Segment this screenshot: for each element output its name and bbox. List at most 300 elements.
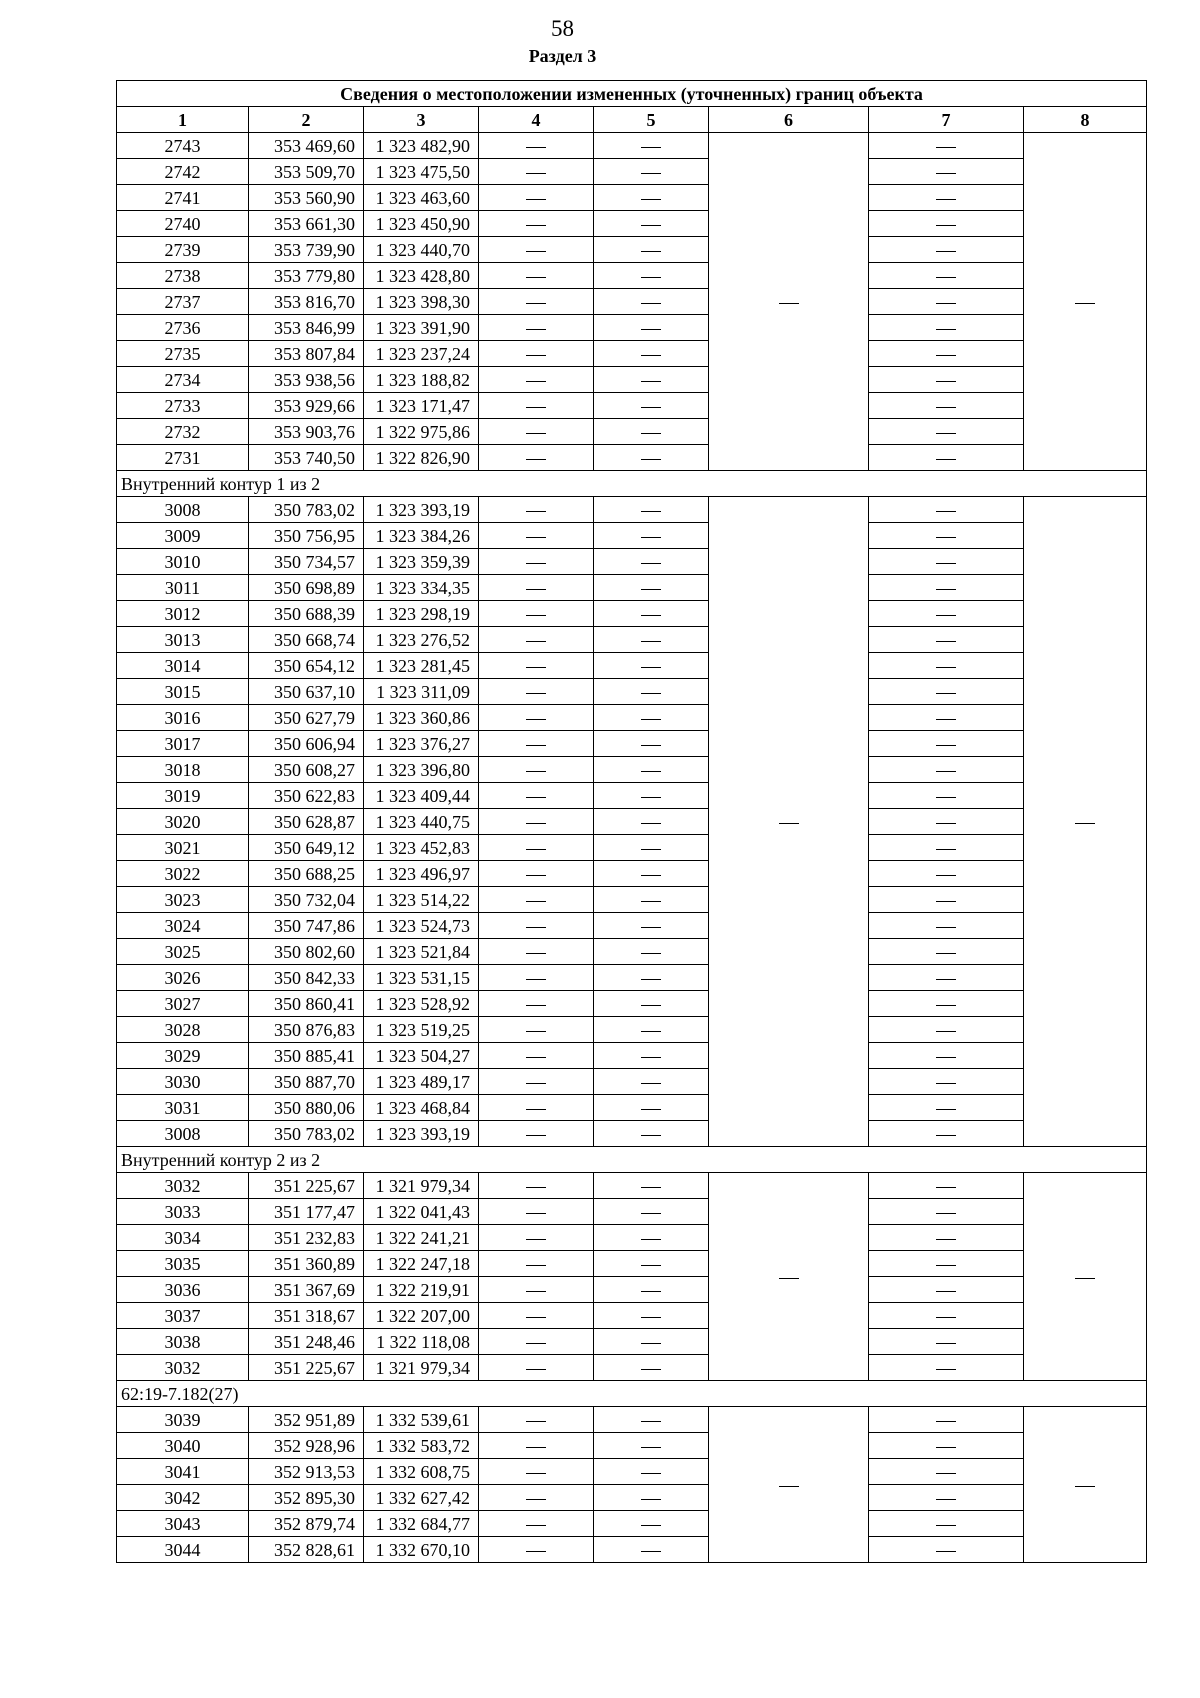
coord-y: 1 321 979,34 [364, 1173, 479, 1199]
table-row [117, 159, 1147, 185]
point-number: 3012 [117, 601, 249, 627]
table-row [117, 185, 1147, 211]
dash-mark [526, 1447, 546, 1448]
dash-mark [526, 1213, 546, 1214]
col7-dash [869, 263, 1024, 289]
table-row [117, 705, 1147, 731]
col5-dash [594, 679, 709, 705]
col5-dash [594, 1355, 709, 1381]
coord-x: 350 698,89 [249, 575, 364, 601]
col4-dash [479, 289, 594, 315]
coord-x: 350 842,33 [249, 965, 364, 991]
dash-mark [779, 823, 799, 824]
coord-y: 1 323 188,82 [364, 367, 479, 393]
coord-x: 350 627,79 [249, 705, 364, 731]
coord-y: 1 332 583,72 [364, 1433, 479, 1459]
col7-dash [869, 367, 1024, 393]
table-row [117, 575, 1147, 601]
col5-dash [594, 185, 709, 211]
table-row [117, 237, 1147, 263]
coord-y: 1 323 428,80 [364, 263, 479, 289]
col7-dash [869, 1329, 1024, 1355]
point-number: 3008 [117, 497, 249, 523]
point-number: 3028 [117, 1017, 249, 1043]
table-row [117, 861, 1147, 887]
coord-y: 1 323 396,80 [364, 757, 479, 783]
coord-y: 1 323 496,97 [364, 861, 479, 887]
col5-dash [594, 367, 709, 393]
coord-x: 350 783,02 [249, 497, 364, 523]
coord-x: 352 951,89 [249, 1407, 364, 1433]
point-number: 2737 [117, 289, 249, 315]
coord-y: 1 323 482,90 [364, 133, 479, 159]
dash-mark [641, 875, 661, 876]
col5-dash [594, 237, 709, 263]
point-number: 3032 [117, 1355, 249, 1381]
point-number: 2735 [117, 341, 249, 367]
dash-mark [936, 303, 956, 304]
coord-x: 353 469,60 [249, 133, 364, 159]
dash-mark [936, 225, 956, 226]
col5-dash [594, 653, 709, 679]
coord-x: 351 318,67 [249, 1303, 364, 1329]
table-row [117, 1225, 1147, 1251]
point-number: 3041 [117, 1459, 249, 1485]
dash-mark [641, 927, 661, 928]
col4-dash [479, 133, 594, 159]
dash-mark [526, 719, 546, 720]
col5-dash [594, 705, 709, 731]
dash-mark [526, 1317, 546, 1318]
dash-mark [526, 641, 546, 642]
point-number: 2739 [117, 237, 249, 263]
dash-mark [936, 1109, 956, 1110]
dash-mark [641, 823, 661, 824]
point-number: 3039 [117, 1407, 249, 1433]
col7-dash [869, 991, 1024, 1017]
point-number: 2742 [117, 159, 249, 185]
table-row [117, 1017, 1147, 1043]
col4-dash [479, 549, 594, 575]
dash-mark [526, 1421, 546, 1422]
col5-dash [594, 809, 709, 835]
col7-dash [869, 497, 1024, 523]
point-number: 2733 [117, 393, 249, 419]
coord-y: 1 323 376,27 [364, 731, 479, 757]
table-row [117, 315, 1147, 341]
col7-dash [869, 783, 1024, 809]
dash-mark [936, 1369, 956, 1370]
col4-dash [479, 731, 594, 757]
coord-x: 353 938,56 [249, 367, 364, 393]
col5-dash [594, 497, 709, 523]
col4-dash [479, 887, 594, 913]
coord-x: 350 885,41 [249, 1043, 364, 1069]
table-row [117, 653, 1147, 679]
col4-dash [479, 1277, 594, 1303]
dash-mark [641, 849, 661, 850]
dash-mark [526, 381, 546, 382]
dash-mark [936, 459, 956, 460]
coord-x: 350 747,86 [249, 913, 364, 939]
col4-dash [479, 185, 594, 211]
dash-mark [526, 1369, 546, 1370]
col7-dash [869, 1537, 1024, 1563]
point-number: 2740 [117, 211, 249, 237]
dash-mark [936, 719, 956, 720]
col7-dash [869, 315, 1024, 341]
dash-mark [526, 355, 546, 356]
dash-mark [936, 537, 956, 538]
table-row [117, 133, 1147, 159]
dash-mark [936, 615, 956, 616]
coord-y: 1 322 975,86 [364, 419, 479, 445]
dash-mark [936, 1265, 956, 1266]
col5-dash [594, 445, 709, 471]
col4-dash [479, 263, 594, 289]
coord-x: 352 879,74 [249, 1511, 364, 1537]
dash-mark [641, 1421, 661, 1422]
point-number: 3036 [117, 1277, 249, 1303]
col5-dash [594, 393, 709, 419]
dash-mark [526, 277, 546, 278]
col5-dash [594, 523, 709, 549]
coord-y: 1 323 519,25 [364, 1017, 479, 1043]
col4-dash [479, 757, 594, 783]
dash-mark [641, 641, 661, 642]
coord-x: 351 232,83 [249, 1225, 364, 1251]
coord-x: 350 887,70 [249, 1069, 364, 1095]
dash-mark [526, 563, 546, 564]
dash-mark [936, 329, 956, 330]
dash-mark [526, 1239, 546, 1240]
table-row [117, 991, 1147, 1017]
dash-mark [526, 303, 546, 304]
col5-dash [594, 1329, 709, 1355]
table-row [117, 523, 1147, 549]
dash-mark [936, 797, 956, 798]
col5-dash [594, 1433, 709, 1459]
col7-dash [869, 1407, 1024, 1433]
coord-y: 1 323 298,19 [364, 601, 479, 627]
dash-mark [526, 1031, 546, 1032]
dash-mark [641, 797, 661, 798]
table-row [117, 835, 1147, 861]
col4-dash [479, 211, 594, 237]
dash-mark [641, 511, 661, 512]
coord-x: 353 560,90 [249, 185, 364, 211]
dash-mark [641, 303, 661, 304]
dash-mark [779, 303, 799, 304]
point-number: 3042 [117, 1485, 249, 1511]
col4-dash [479, 1173, 594, 1199]
col5-dash [594, 1251, 709, 1277]
coord-x: 350 756,95 [249, 523, 364, 549]
dash-mark [641, 615, 661, 616]
col7-dash [869, 211, 1024, 237]
col4-dash [479, 679, 594, 705]
dash-mark [936, 1291, 956, 1292]
col5-dash [594, 731, 709, 757]
dash-mark [641, 953, 661, 954]
contour-label: 62:19-7.182(27) [117, 1381, 1147, 1407]
point-number: 3032 [117, 1173, 249, 1199]
dash-mark [936, 433, 956, 434]
coord-x: 350 732,04 [249, 887, 364, 913]
col6-dash [709, 133, 869, 471]
section-title: Раздел 3 [528, 46, 597, 66]
dash-mark [936, 1551, 956, 1552]
table-row [117, 1355, 1147, 1381]
dash-mark [641, 1109, 661, 1110]
col5-dash [594, 1303, 709, 1329]
dash-mark [779, 1486, 799, 1487]
dash-mark [526, 1291, 546, 1292]
dash-mark [641, 1291, 661, 1292]
dash-mark [526, 147, 546, 148]
coord-x: 351 225,67 [249, 1173, 364, 1199]
table-row [117, 1069, 1147, 1095]
point-number: 3011 [117, 575, 249, 601]
dash-mark [641, 277, 661, 278]
col4-dash [479, 913, 594, 939]
coord-x: 353 661,30 [249, 211, 364, 237]
dash-mark [641, 1343, 661, 1344]
dash-mark [641, 1005, 661, 1006]
point-number: 3031 [117, 1095, 249, 1121]
col4-dash [479, 367, 594, 393]
coord-x: 350 802,60 [249, 939, 364, 965]
col5-dash [594, 1537, 709, 1563]
coord-x: 350 860,41 [249, 991, 364, 1017]
table-row [117, 1433, 1147, 1459]
coord-y: 1 323 393,19 [364, 497, 479, 523]
col4-dash [479, 1485, 594, 1511]
table-row [117, 1329, 1147, 1355]
coord-y: 1 323 311,09 [364, 679, 479, 705]
col7-dash [869, 627, 1024, 653]
coord-x: 350 734,57 [249, 549, 364, 575]
col5-dash [594, 1485, 709, 1511]
coord-x: 353 779,80 [249, 263, 364, 289]
col4-dash [479, 523, 594, 549]
col5-dash [594, 965, 709, 991]
table-row [117, 1121, 1147, 1147]
col4-dash [479, 159, 594, 185]
dash-mark [936, 1473, 956, 1474]
dash-mark [641, 407, 661, 408]
coord-x: 351 225,67 [249, 1355, 364, 1381]
point-number: 3014 [117, 653, 249, 679]
dash-mark [641, 563, 661, 564]
coord-x: 350 622,83 [249, 783, 364, 809]
table-row [117, 549, 1147, 575]
coord-x: 353 929,66 [249, 393, 364, 419]
col4-dash [479, 1459, 594, 1485]
col7-dash [869, 835, 1024, 861]
col5-dash [594, 1407, 709, 1433]
dash-mark [936, 849, 956, 850]
boundary-table [116, 80, 1147, 1563]
coord-y: 1 323 452,83 [364, 835, 479, 861]
col5-dash [594, 419, 709, 445]
coord-y: 1 323 398,30 [364, 289, 479, 315]
dash-mark [641, 979, 661, 980]
coord-x: 351 360,89 [249, 1251, 364, 1277]
col7-dash [869, 289, 1024, 315]
dash-mark [641, 1369, 661, 1370]
table-row [117, 263, 1147, 289]
coord-x: 351 177,47 [249, 1199, 364, 1225]
point-number: 3043 [117, 1511, 249, 1537]
coord-x: 353 903,76 [249, 419, 364, 445]
coord-x: 351 248,46 [249, 1329, 364, 1355]
table-row [117, 809, 1147, 835]
table-row [117, 913, 1147, 939]
point-number: 3026 [117, 965, 249, 991]
col7-dash [869, 1485, 1024, 1511]
contour-label: Внутренний контур 2 из 2 [117, 1147, 1147, 1173]
coord-x: 350 668,74 [249, 627, 364, 653]
point-number: 3029 [117, 1043, 249, 1069]
dash-mark [1075, 823, 1095, 824]
coord-y: 1 322 219,91 [364, 1277, 479, 1303]
col5-dash [594, 913, 709, 939]
table-row [117, 731, 1147, 757]
dash-mark [641, 225, 661, 226]
col7-dash [869, 1303, 1024, 1329]
page-number: 58 [551, 16, 574, 41]
dash-mark [526, 1473, 546, 1474]
col7-dash [869, 1459, 1024, 1485]
col4-dash [479, 1407, 594, 1433]
table-row [117, 1095, 1147, 1121]
dash-mark [936, 589, 956, 590]
table-row [117, 393, 1147, 419]
coord-x: 352 928,96 [249, 1433, 364, 1459]
col4-dash [479, 835, 594, 861]
dash-mark [641, 147, 661, 148]
dash-mark [936, 173, 956, 174]
coord-y: 1 332 539,61 [364, 1407, 479, 1433]
coord-y: 1 323 281,45 [364, 653, 479, 679]
coord-x: 351 367,69 [249, 1277, 364, 1303]
point-number: 3008 [117, 1121, 249, 1147]
col5-dash [594, 575, 709, 601]
col4-dash [479, 627, 594, 653]
dash-mark [641, 537, 661, 538]
table-row [117, 1303, 1147, 1329]
col7-dash [869, 419, 1024, 445]
coord-y: 1 323 359,39 [364, 549, 479, 575]
coord-y: 1 323 237,24 [364, 341, 479, 367]
col4-dash [479, 1199, 594, 1225]
col7-dash [869, 341, 1024, 367]
table-row [117, 497, 1147, 523]
dash-mark [641, 199, 661, 200]
dash-mark [936, 147, 956, 148]
col5-dash [594, 887, 709, 913]
col5-dash [594, 133, 709, 159]
dash-mark [641, 1057, 661, 1058]
dash-mark [936, 277, 956, 278]
coord-y: 1 323 409,44 [364, 783, 479, 809]
coord-y: 1 323 334,35 [364, 575, 479, 601]
col7-dash [869, 1225, 1024, 1251]
dash-mark [936, 771, 956, 772]
col6-dash [709, 1173, 869, 1381]
coord-y: 1 332 608,75 [364, 1459, 479, 1485]
col5-dash [594, 159, 709, 185]
point-number: 3038 [117, 1329, 249, 1355]
col7-dash [869, 1511, 1024, 1537]
dash-mark [526, 771, 546, 772]
table-row [117, 1485, 1147, 1511]
coord-y: 1 323 489,17 [364, 1069, 479, 1095]
dash-mark [526, 407, 546, 408]
column-header: 6 [709, 107, 869, 133]
table-row [117, 1459, 1147, 1485]
dash-mark [526, 927, 546, 928]
dash-mark [936, 1135, 956, 1136]
dash-mark [936, 667, 956, 668]
dash-mark [641, 329, 661, 330]
coord-y: 1 323 360,86 [364, 705, 479, 731]
col7-dash [869, 653, 1024, 679]
col7-dash [869, 1251, 1024, 1277]
col7-dash [869, 1017, 1024, 1043]
coord-x: 350 876,83 [249, 1017, 364, 1043]
col4-dash [479, 991, 594, 1017]
table-row [117, 1537, 1147, 1563]
coord-x: 353 816,70 [249, 289, 364, 315]
dash-mark [936, 641, 956, 642]
point-number: 3022 [117, 861, 249, 887]
col7-dash [869, 133, 1024, 159]
coord-x: 353 846,99 [249, 315, 364, 341]
col7-dash [869, 939, 1024, 965]
dash-mark [526, 1343, 546, 1344]
coord-y: 1 323 514,22 [364, 887, 479, 913]
col7-dash [869, 861, 1024, 887]
dash-mark [526, 667, 546, 668]
col7-dash [869, 1199, 1024, 1225]
coord-x: 350 649,12 [249, 835, 364, 861]
coord-y: 1 323 391,90 [364, 315, 479, 341]
col7-dash [869, 1277, 1024, 1303]
coord-y: 1 322 041,43 [364, 1199, 479, 1225]
dash-mark [526, 615, 546, 616]
col4-dash [479, 861, 594, 887]
dash-mark [936, 745, 956, 746]
table-row [117, 1199, 1147, 1225]
col5-dash [594, 1017, 709, 1043]
dash-mark [641, 745, 661, 746]
col7-dash [869, 679, 1024, 705]
dash-mark [936, 823, 956, 824]
dash-mark [936, 1499, 956, 1500]
coord-x: 350 688,25 [249, 861, 364, 887]
point-number: 3027 [117, 991, 249, 1017]
col4-dash [479, 965, 594, 991]
col4-dash [479, 419, 594, 445]
dash-mark [641, 1083, 661, 1084]
dash-mark [526, 1525, 546, 1526]
point-number: 3025 [117, 939, 249, 965]
point-number: 3015 [117, 679, 249, 705]
dash-mark [526, 901, 546, 902]
dash-mark [936, 927, 956, 928]
